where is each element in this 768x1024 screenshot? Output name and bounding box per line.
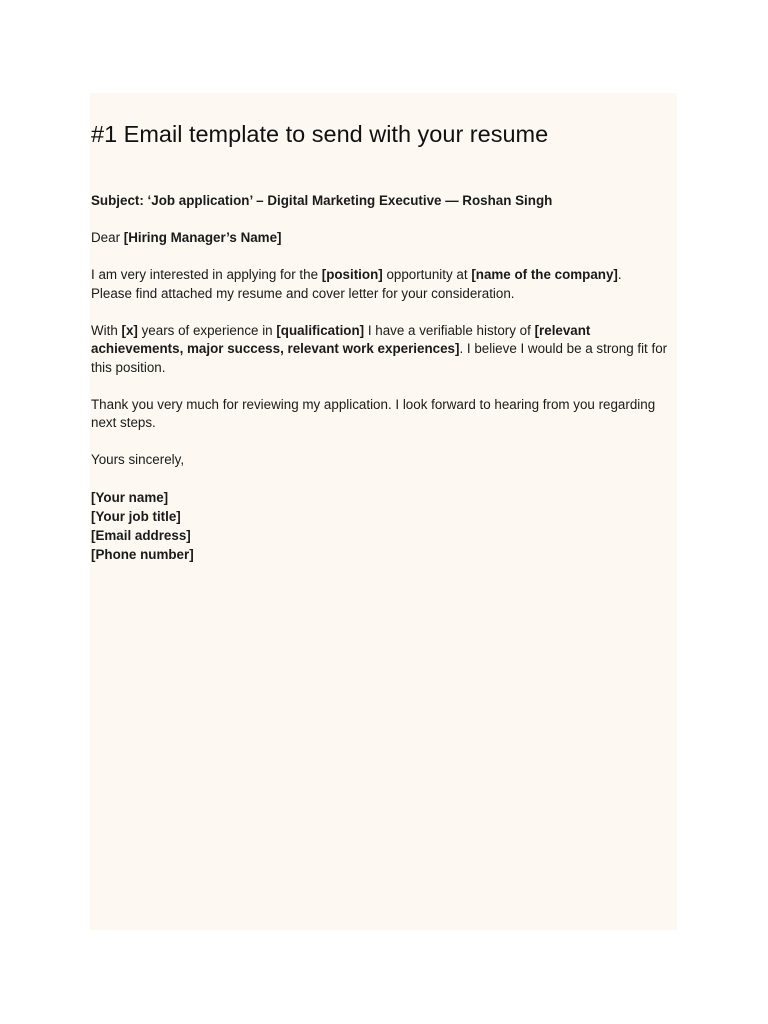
paragraph-2-text-c: years of experience in — [137, 322, 277, 338]
company-placeholder: [name of the company] — [471, 267, 618, 282]
position-placeholder: [position] — [321, 267, 383, 282]
paragraph-2-text-e: I have a verifiable history of — [364, 322, 535, 338]
paragraph-1-line-1 — [91, 267, 622, 282]
signature-name: [Your name] — [91, 490, 169, 505]
years-placeholder: [x] — [121, 322, 138, 338]
qualification-placeholder: [qualification] — [276, 322, 365, 338]
greeting-text: Dear — [91, 230, 124, 245]
email-subject: Subject: ‘Job application’ – Digital Marketing Executive — Roshan Singh — [91, 193, 553, 208]
email-paragraph-2 — [91, 322, 681, 378]
email-greeting — [91, 229, 681, 248]
achievements-placeholder: [relevant achievements, major success, relevant work experiences] — [91, 322, 591, 356]
paragraph-1-text-a: I am very interested in applying for the — [91, 267, 322, 282]
signature-job-title: [Your job title] — [91, 509, 181, 524]
signature-email: [Email address] — [91, 528, 191, 543]
email-signature — [91, 488, 681, 564]
paragraph-1-line-2: Please find attached my resume and cover letter for your consideration. — [91, 285, 515, 301]
paragraph-2-text-g: . I believe I would be a strong fit for this position. — [91, 341, 668, 375]
email-paragraph-1 — [91, 266, 681, 303]
paragraph-1-text-c: opportunity at — [382, 267, 472, 282]
page-title: #1 Email template to send with your resume — [91, 121, 549, 147]
document-content — [91, 117, 681, 564]
signature-phone: [Phone number] — [91, 547, 194, 562]
paragraph-1-text-e: . — [617, 267, 622, 282]
paragraph-2-text-a: With — [91, 322, 122, 338]
email-closing: Yours sincerely, — [91, 452, 185, 467]
email-paragraph-3: Thank you very much for reviewing my application. I look forward to hearing from you regarding next steps. — [91, 396, 656, 430]
greeting-placeholder: [Hiring Manager’s Name] — [123, 230, 282, 245]
